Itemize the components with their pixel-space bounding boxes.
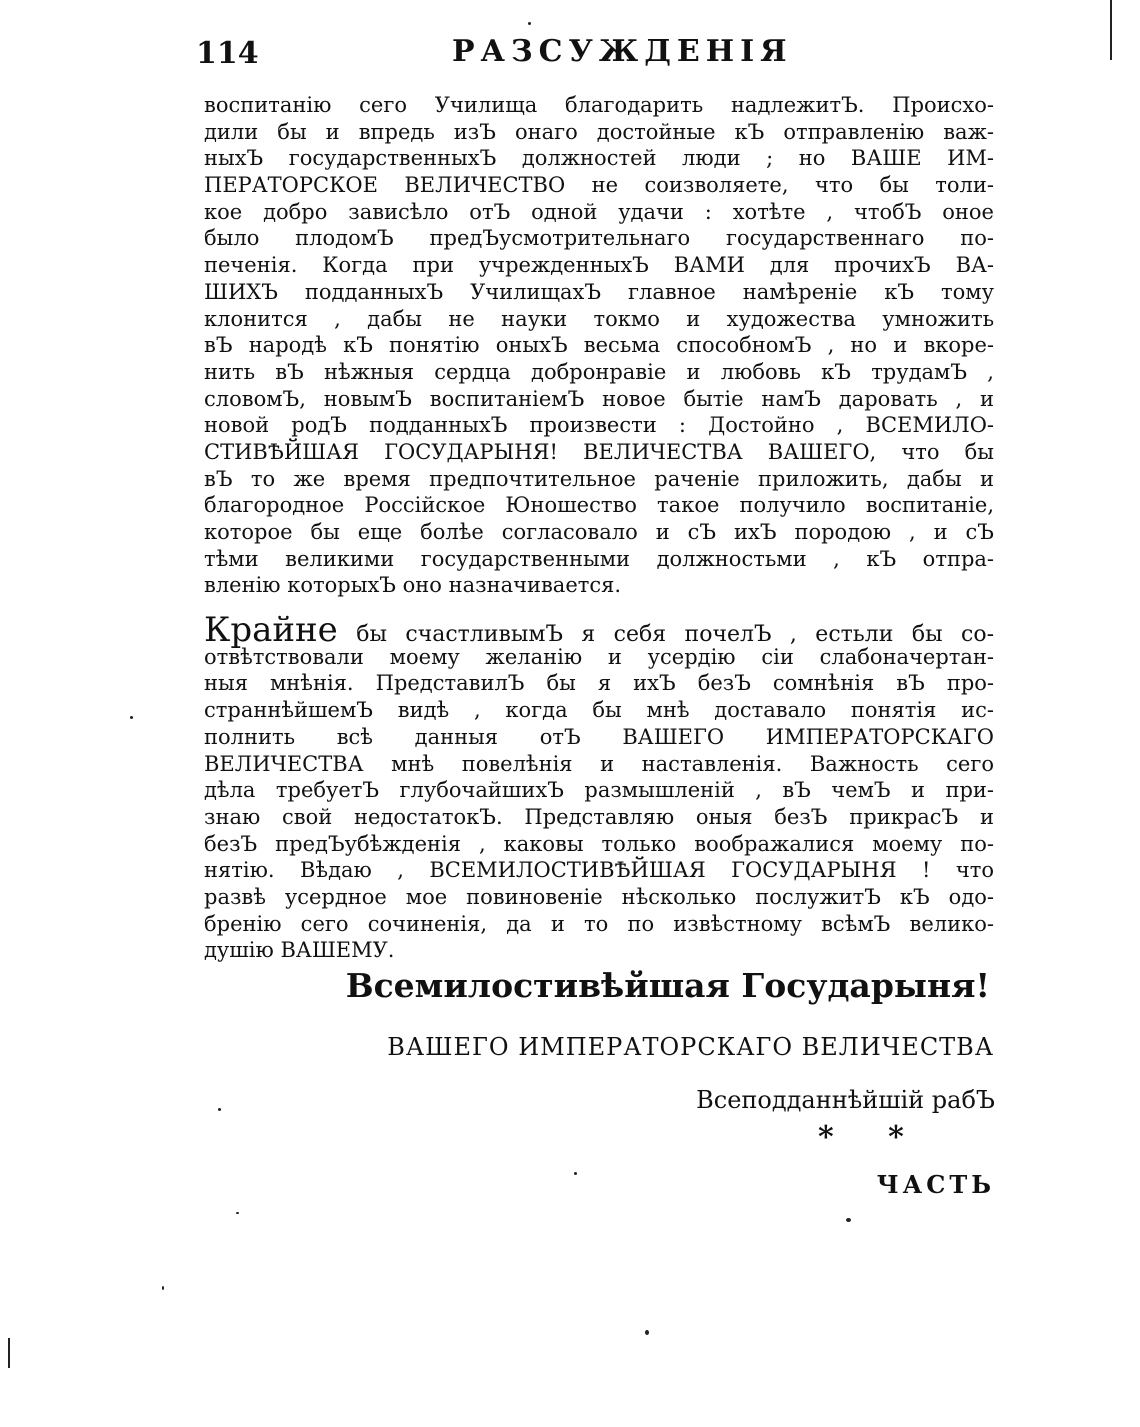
- scan-edge-line-right: [1110, 0, 1112, 60]
- text-line: словомЪ, новымЪ воспитанiемЪ новое бытiе намЪ даровать , и: [204, 386, 994, 411]
- text-line: нятiю. Вѣдаю , ВСЕМИЛОСТИВѢЙШАЯ ГОСУДАРЫНЯ ! что: [204, 858, 994, 883]
- text-line: было плодомЪ предЪусмотрительнаго государственнаго по-: [204, 226, 994, 251]
- text-line: полнить всѣ данныя отЪ ВАШЕГО ИМПЕРАТОРСКАГО: [204, 724, 994, 749]
- text-line: знаю свой недостатокЪ. Представляю оныя безЪ прикрасЪ и: [204, 804, 994, 829]
- text-line: ныхЪ государственныхЪ должностей люди ; но ВАШЕ ИМ-: [204, 146, 994, 171]
- scan-speck: [162, 1286, 164, 1290]
- scan-speck: [130, 716, 133, 719]
- text-line: ПЕРАТОРСКОЕ ВЕЛИЧЕСТВО не соизволяете, что бы толи-: [204, 173, 994, 198]
- text-line: отвѣтствовали моему желанiю и усердiю сiи слабоначертан-: [204, 644, 994, 669]
- text-line: душiю ВАШЕМУ.: [204, 938, 395, 963]
- closing-salutation: Всемилостивѣйшая Государыня!: [345, 966, 990, 1005]
- scan-edge-line-left: [8, 1338, 10, 1368]
- scan-speck: [645, 1330, 649, 1335]
- text-line: новой родЪ подданныхЪ произвести : Достойно , ВСЕМИЛО-: [204, 413, 994, 438]
- text-line: нить вЪ нѣжныя сердца добронравiе и любовь кЪ трудамЪ ,: [204, 359, 994, 384]
- text-line: СТИВѢЙШАЯ ГОСУДАРЫНЯ! ВЕЛИЧЕСТВА ВАШЕГО, что бы: [204, 439, 994, 464]
- running-head: РАЗСУЖДЕНIЯ: [452, 34, 793, 69]
- text-line: воспитанiю сего Училища благодарить надлежитЪ. Происхо-: [204, 93, 994, 117]
- text-line: развѣ усердное мое повиновенiе нѣсколько послужитЪ кЪ одо-: [204, 884, 994, 909]
- text-line: вЪ народѣ кЪ понятiю оныхЪ весьма способномЪ , но и вкоре-: [204, 333, 994, 358]
- text-line: ШИХЪ подданныхЪ УчилищахЪ главное намѣренiе кЪ тому: [204, 279, 994, 304]
- text-line: вЪ то же время предпочтительное раченiе приложить, дабы и: [204, 466, 994, 491]
- closing-title: ВАШЕГО ИМПЕРАТОРСКАГО ВЕЛИЧЕСТВА: [387, 1033, 994, 1061]
- paragraph-2-first-word: Крайне: [204, 610, 338, 651]
- scan-speck: [236, 1212, 239, 1214]
- signature-marks: * *: [818, 1120, 904, 1155]
- text-line: печенiя. Когда при учрежденныхЪ ВАМИ для прочихЪ ВА-: [204, 253, 994, 278]
- catchword: ЧАСТЬ: [876, 1170, 995, 1199]
- closing-servant: Всеподданнѣйшiй рабЪ: [696, 1086, 995, 1114]
- paragraph-2: [204, 610, 994, 964]
- scan-speck: [846, 1218, 851, 1222]
- scan-speck: [528, 22, 531, 25]
- scan-speck: [218, 1108, 221, 1111]
- text-line: страннѣйшемЪ видѣ , когда бы мнѣ доставало понятiя ис-: [204, 698, 994, 723]
- body-text: [204, 92, 994, 964]
- text-line: благородное Россiйское Юношество такое получило воспитанiе,: [204, 493, 994, 518]
- text-line: безЪ предЪубѣжденiя , каковы только воображалися моему по-: [204, 831, 994, 856]
- text-line: бренiю сего сочиненiя, да и то по извѣстному всѣмЪ велико-: [204, 911, 994, 936]
- text-line: которое бы еще болѣе согласовало и сЪ ихЪ породою , и сЪ: [204, 520, 994, 544]
- text-line: ныя мнѣнiя. ПредставилЪ бы я ихЪ безЪ сомнѣнiя вЪ про-: [204, 671, 994, 696]
- text-line: клонится , дабы не науки токмо и художества умножить: [204, 306, 994, 331]
- text-line: вленiю которыхЪ оно назначивается.: [204, 573, 622, 598]
- text-line: дѣла требуетЪ глубочайшихЪ размышленiй , вЪ чемЪ и при-: [204, 778, 994, 803]
- scan-speck: [574, 1172, 577, 1175]
- text-line: дили бы и впредь изЪ онаго достойные кЪ отправленiю важ-: [204, 119, 994, 144]
- page-number: 114: [196, 36, 259, 71]
- text-line: тѣми великими государственными должностьми , кЪ отпра-: [204, 546, 994, 571]
- text-line: кое добро зависѣло отЪ одной удачи : хотѣте , чтобЪ оное: [204, 199, 994, 224]
- paragraph-1: [204, 92, 994, 599]
- text-line: ВЕЛИЧЕСТВА мнѣ повелѣнiя и наставленiя. Важность сего: [204, 751, 994, 776]
- paragraph-2-first-line: [204, 610, 994, 651]
- paragraph-2-first-line-rest: бы счастливымЪ я себя почелЪ , естьли бы со-: [337, 622, 994, 648]
